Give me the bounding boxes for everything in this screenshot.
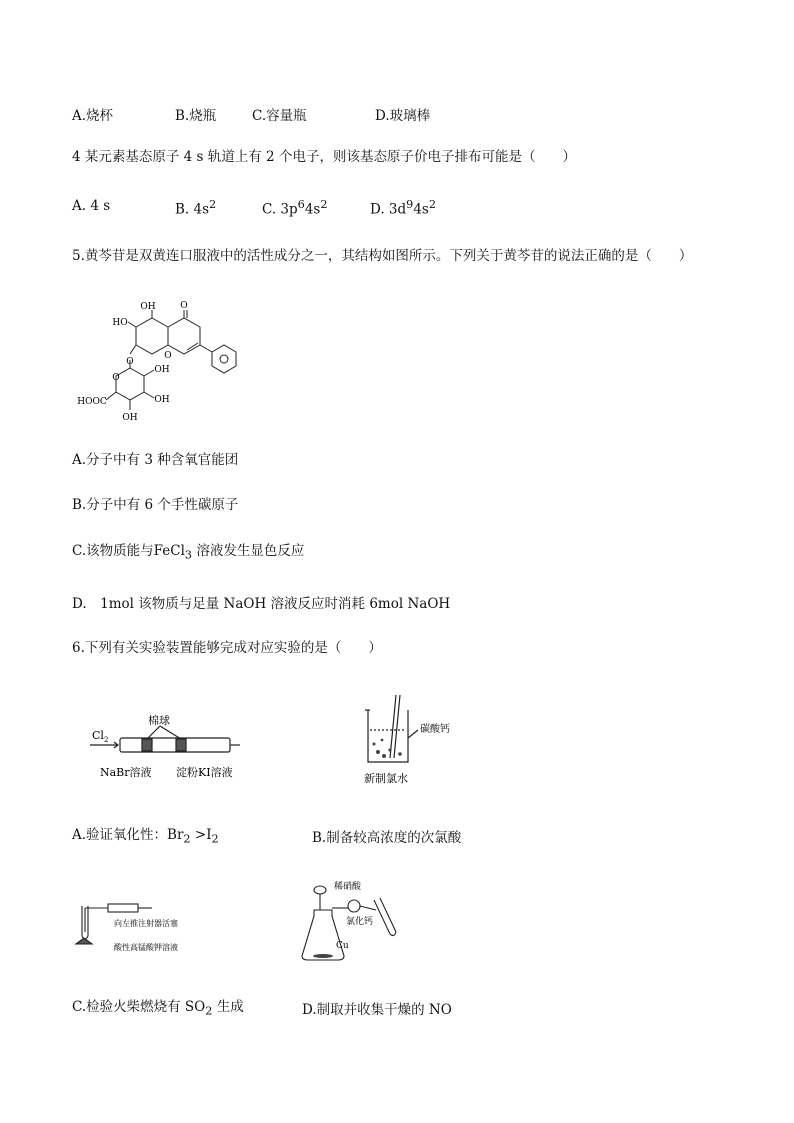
q5-stem: 5.黄芩苷是双黄连口服液中的活性成分之一，其结构如图所示。下列关于黄芩苷的说法正确的是（ ）	[72, 248, 693, 264]
figd-label-mid: 氯化钙	[346, 917, 374, 927]
struct-ho-left: HO	[112, 318, 128, 328]
struct-oh-right2: OH	[154, 395, 170, 405]
figc-label-bottom: 酸性高锰酸钾溶液	[114, 943, 178, 952]
figa-gas: $Cl_2$	[92, 729, 109, 744]
figd-label-top: 稀硝酸	[334, 882, 362, 892]
q3-option-a: A.烧杯	[72, 108, 114, 124]
q5-option-b: B.分子中有 6 个手性碳原子	[72, 497, 239, 513]
figc-label-top: 向左推注射器活塞	[114, 919, 178, 928]
struct-o-ether: O	[126, 357, 134, 367]
q4-option-a: A. 4 s	[72, 198, 111, 214]
q3-option-c: C.容量瓶	[252, 108, 307, 124]
baicalin-structure-figure	[72, 300, 252, 430]
q6-figure-d	[298, 880, 428, 970]
figa-label-left: NaBr溶液	[100, 766, 152, 779]
q6-stem: 6.下列有关实验装置能够完成对应实验的是（ ）	[72, 640, 382, 656]
figd-label-cu: Cu	[336, 941, 349, 951]
q5-option-c: C.该物质能与FeCl$_3$ 溶液发生显色反应	[72, 543, 305, 562]
figb-label-bottom: 新制氯水	[364, 772, 408, 785]
q4-option-d: D. $3d^94s^2$	[370, 198, 437, 218]
struct-oh-top: OH	[140, 302, 156, 312]
struct-o-keto: O	[180, 301, 188, 311]
q6-option-a: A.验证氧化性：$Br_2 >I_2$	[72, 827, 219, 846]
struct-o-ring: O	[164, 351, 172, 361]
q4-stem: 4 某元素基态原子 4 s 轨道上有 2 个电子，则该基态原子价电子排布可能是（ ）	[72, 149, 576, 165]
q6-option-b: B.制备较高浓度的次氯酸	[312, 830, 462, 846]
q6-figure-b	[360, 690, 470, 790]
q4-option-b: B. $4s^2$	[175, 198, 217, 218]
q5-option-d: D. 1mol 该物质与足量 NaOH 溶液反应时消耗 6mol NaOH	[72, 596, 451, 612]
q6-option-d: D.制取并收集干燥的 NO	[302, 1002, 452, 1018]
q5-option-a: A.分子中有 3 种含氧官能团	[72, 452, 239, 468]
figb-label-right: 碳酸钙	[420, 724, 450, 735]
struct-cooh: HOOC	[77, 397, 107, 407]
q6-figure-c	[72, 896, 232, 956]
q3-option-b: B.烧瓶	[175, 108, 217, 124]
struct-o-sugar: O	[112, 373, 120, 383]
struct-oh-right1: OH	[154, 365, 170, 375]
q4-option-c: C. $3p^64s^2$	[262, 198, 328, 218]
figa-label-top: 棉球	[148, 714, 170, 727]
q6-option-c: C.检验火柴燃烧有 $SO_2$ 生成	[72, 999, 244, 1018]
q6-figure-a	[80, 712, 250, 792]
figa-label-right: 淀粉KI溶液	[176, 766, 233, 779]
struct-oh-bottom: OH	[122, 413, 138, 423]
q3-option-d: D.玻璃棒	[375, 108, 431, 124]
